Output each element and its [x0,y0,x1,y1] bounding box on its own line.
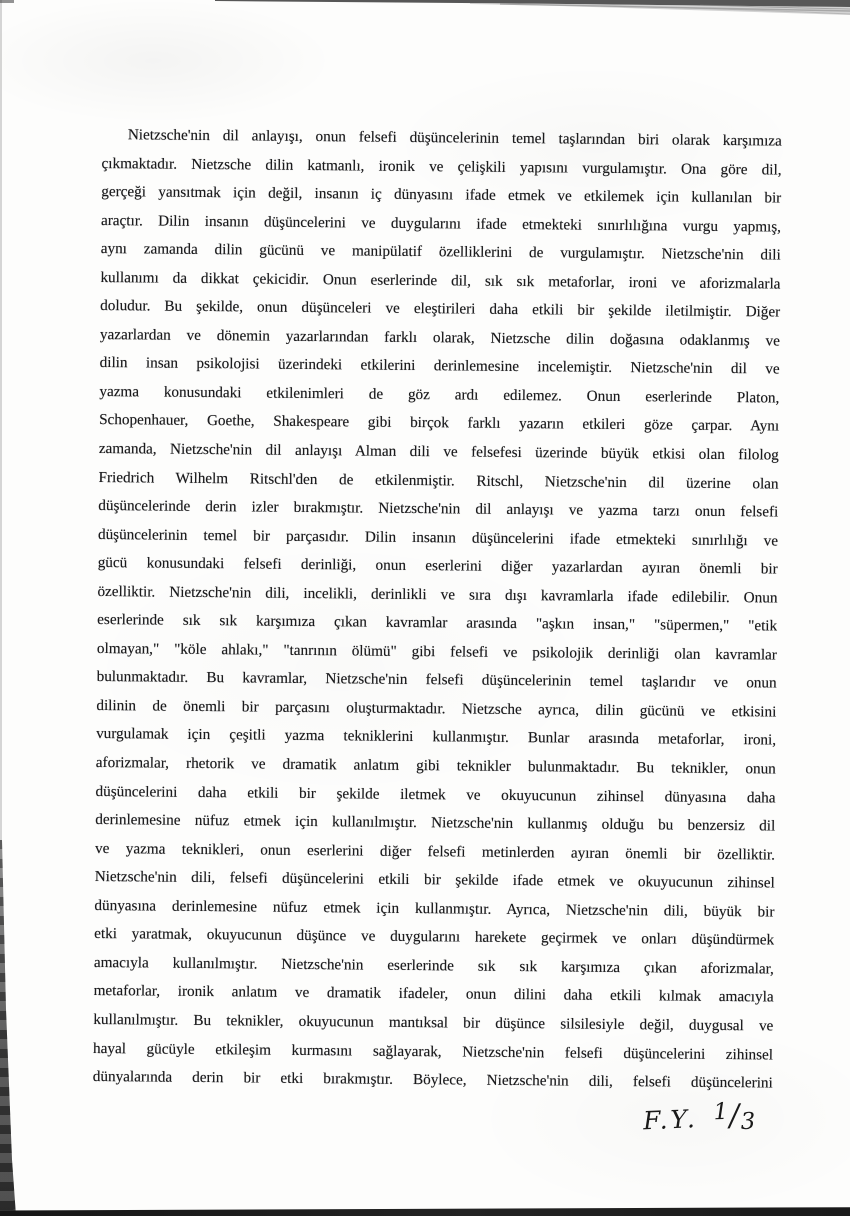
page-fraction [712,1098,756,1136]
text-line: amacıyla kullanılmıştır. Nietzsche'nin eserlerinde sık sık karşımıza çıkan aforizmalar, [93,953,774,978]
scan-edge-left-wedge [0,840,16,1216]
page-fraction-denominator: 3 [740,1108,756,1136]
text-line: hayal gücüyle etkileşim kurmasını sağlayarak, Nietzsche'nin felsefi düşüncelerini zihinsel [93,1039,774,1063]
document-text [93,121,782,1098]
text-line: düşüncelerinin temel bir parçasıdır. Dilin insanın düşüncelerini ifade etmekteki sınırlılığı ve [97,525,779,550]
text-line: kullanılmıştır. Bu teknikler, okuyucunun mantıksal bir düşünce silsilesiyle değil, duygusal ve [93,1010,774,1035]
text-line: ve yazma teknikleri, onun eserlerini diğer felsefi metinlerden ayıran önemli bir özelliktir. [94,839,776,864]
text-line: Friedrich Wilhelm Ritschl'den de etkilenmiştir. Ritschl, Nietzsche'nin dil üzerine olan [98,468,779,493]
text-line: bulunmaktadır. Bu kavramlar, Nietzsche'nin felsefi düşüncelerinin temel taşlarıdır ve onun [96,668,777,692]
text-line: yazma konusundaki etkilenimleri de göz ardı edilemez. Onun eserlerinde Platon, [99,382,780,407]
scan-edge-top [0,0,850,22]
scan-corner-mark [0,0,14,3]
text-line: çıkmaktadır. Nietzsche dilin katmanlı, ironik ve çelişkili yapısını vurgulamıştır. Ona göre dil, [101,154,782,179]
text-line: aynı zamanda dilin gücünü ve manipülatif özelliklerini de vurgulamıştır. Nietzsche'nin dili [100,240,781,264]
page-fraction-slash: / [728,1098,741,1134]
text-line: düşüncelerinde derin izler bırakmıştır. Nietzsche'nin dil anlayışı ve yazma tarzı onun felsefi [98,497,779,521]
text-line: düşüncelerini daha etkili bir şekilde iletmek ve okuyucunun zihinsel dünyasına daha [95,782,776,807]
text-line: Nietzsche'nin dil anlayışı, onun felsefi düşüncelerinin temel taşlarından biri olarak karşımıza [127,126,782,150]
text-line: metaforlar, ironik anlatım ve dramatik ifadeler, onun dilini daha etkili kılmak amacıyla [93,982,774,1006]
text-line: araçtır. Dilin insanın düşüncelerini ve duygularını ifade etmekteki sınırlılığına vurgu yapmış, [100,211,782,236]
text-line: gücü konusundaki felsefi derinliği, onun eserlerini diğer yazarlardan ayıran önemli bir [97,554,778,578]
text-line: derinlemesine nüfuz etmek için kullanılmıştır. Nietzsche'nin kullanmış olduğu bu benzersiz dil [95,811,776,835]
text-line: eserlerinde sık sık karşımıza çıkan kavramlar arasında "aşkın insan," "süpermen," "etik [97,611,778,635]
text-line: Schopenhauer, Goethe, Shakespeare gibi birçok farklı yazarın etkileri göze çarpar. Aynı [99,411,780,435]
text-line: etki yaratmak, okuyucunun düşünce ve duygularını harekete geçirmek ve onları düşündürmek [94,925,775,949]
text-line: aforizmalar, rhetorik ve dramatik anlatım gibi teknikler bulunmaktadır. Bu teknikler, onun [95,754,776,778]
text-line: dilin insan psikolojisi üzerindeki etkilerini derinlemesine incelemiştir. Nietzsche'nin dil ve [99,354,780,378]
text-line: dilinin de önemli bir parçasını oluşturmaktadır. Nietzsche ayrıca, dilin gücünü ve etkisini [96,696,777,721]
handwritten-annotation [642,1098,755,1138]
text-line: gerçeği yansıtmak için değil, insanın iç dünyasını ifade etmek ve etkilemek için kullanılan bir [101,183,782,207]
scan-edge-bottom [0,1206,850,1216]
text-line: zamanda, Nietzsche'nin dil anlayışı Alman dili ve felsefesi üzerinde büyük etkisi olan filolog [98,440,779,464]
text-line: vurgulamak için çeşitli yazma tekniklerini kullanmıştır. Bunlar arasında metaforlar, ironi, [96,725,777,749]
text-line: dünyalarında derin bir etki bırakmıştır. Böylece, Nietzsche'nin dili, felsefi düşüncelerini [92,1068,773,1092]
text-line: dünyasına derinlemesine nüfuz etmek için kullanmıştır. Ayrıca, Nietzsche'nin dili, büyük bir [94,896,775,921]
page-fraction-numerator: 1 [712,1098,729,1126]
handwritten-initials: F.Y. [642,1104,699,1136]
text-line: özelliktir. Nietzsche'nin dili, incelikli, derinlikli ve sıra dışı kavramlarla ifade edilebilir. Onun [97,582,778,607]
text-line: yazarlardan ve dönemin yazarlarından farklı olarak, Nietzsche dilin doğasına odaklanmış ve [99,325,781,350]
text-line: doludur. Bu şekilde, onun düşünceleri ve eleştirileri daha etkili bir şekilde iletilmiştir. Diğer [100,297,781,321]
text-line: kullanımı da dikkat çekicidir. Onun eserlerinde dil, sık sık metaforlar, ironi ve aforizmalarla [100,268,781,293]
text-line: olmayan," "köle ahlakı," "tanrının ölümü" gibi felsefi ve psikolojik derinliği olan kavramlar [96,639,777,664]
text-line: Nietzsche'nin dili, felsefi düşüncelerini etkili bir şekilde ifade etmek ve okuyucunun zihinsel [94,868,775,892]
